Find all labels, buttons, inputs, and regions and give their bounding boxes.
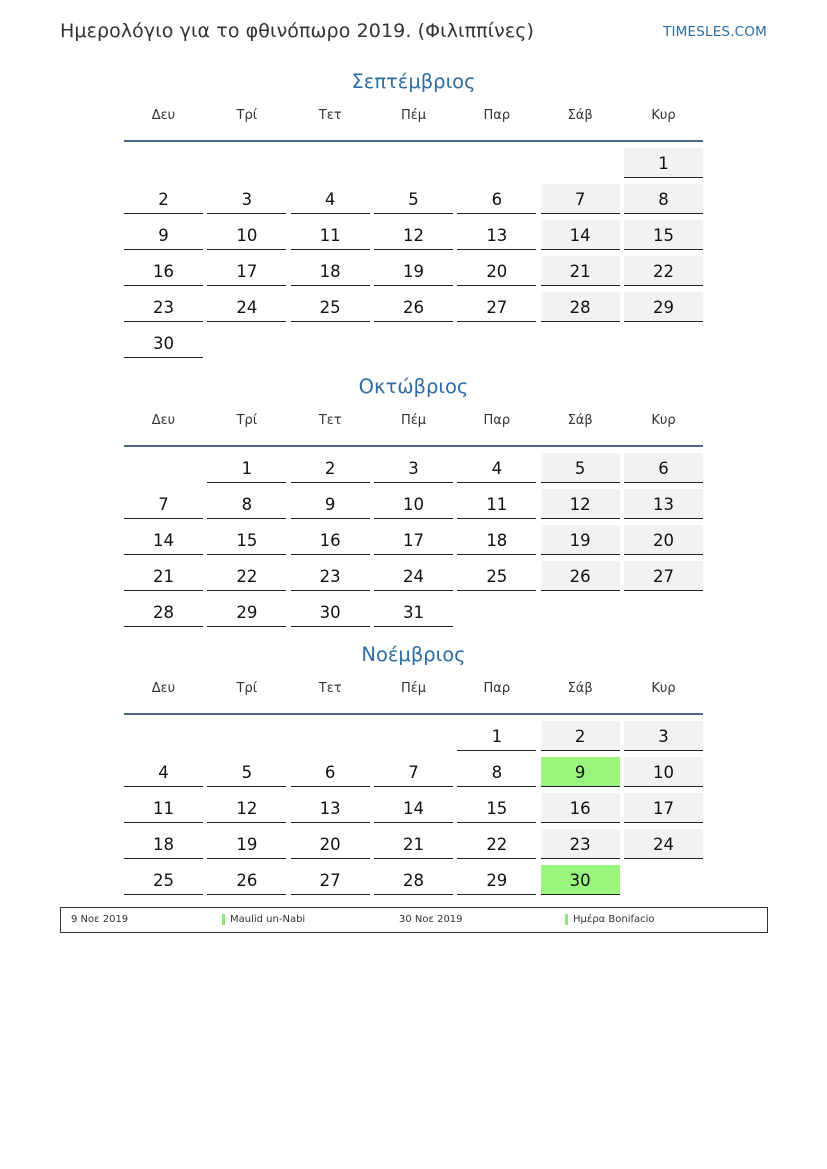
weekday-header	[124, 679, 703, 715]
day-cell[interactable]: 19	[374, 256, 453, 286]
weekday-label: Τρί	[236, 413, 258, 428]
day-cell[interactable]: 21	[374, 829, 453, 859]
day-cell[interactable]: 16	[124, 256, 203, 286]
day-cell[interactable]: 16	[291, 525, 370, 555]
weekday-label: Τετ	[318, 108, 342, 123]
day-cell[interactable]: 30	[291, 597, 370, 627]
day-cell[interactable]: 16	[541, 793, 620, 823]
day-cell[interactable]: 6	[624, 453, 703, 483]
day-cell[interactable]: 5	[541, 453, 620, 483]
day-cell[interactable]: 22	[457, 829, 536, 859]
day-cell[interactable]: 2	[541, 721, 620, 751]
day-cell[interactable]: 21	[541, 256, 620, 286]
month-title: Σεπτέμβριος	[351, 70, 476, 93]
weekday-label: Παρ	[483, 413, 511, 428]
day-cell[interactable]: 13	[291, 793, 370, 823]
empty-cell	[124, 721, 203, 751]
month-block	[124, 641, 703, 901]
empty-cell	[291, 721, 370, 751]
day-grid	[124, 148, 703, 364]
weekday-label: Παρ	[483, 108, 511, 123]
day-cell[interactable]: 23	[124, 292, 203, 322]
day-cell[interactable]: 26	[207, 865, 286, 895]
day-cell[interactable]: 23	[541, 829, 620, 859]
day-cell[interactable]: 14	[124, 525, 203, 555]
empty-cell	[207, 148, 286, 178]
day-cell[interactable]: 10	[624, 757, 703, 787]
day-cell[interactable]: 3	[624, 721, 703, 751]
day-cell[interactable]: 4	[457, 453, 536, 483]
day-cell[interactable]: 28	[124, 597, 203, 627]
day-cell[interactable]: 8	[457, 757, 536, 787]
day-cell[interactable]: 4	[291, 184, 370, 214]
day-cell[interactable]: 8	[624, 184, 703, 214]
day-cell[interactable]: 26	[541, 561, 620, 591]
day-cell[interactable]: 30	[124, 328, 203, 358]
day-cell[interactable]: 9	[291, 489, 370, 519]
weekday-label: Τετ	[318, 413, 342, 428]
day-cell[interactable]: 27	[457, 292, 536, 322]
weekday-header	[124, 411, 703, 447]
empty-cell	[457, 597, 536, 627]
day-cell[interactable]: 22	[207, 561, 286, 591]
day-cell[interactable]: 7	[124, 489, 203, 519]
weekday-label: Τρί	[236, 681, 258, 696]
day-cell[interactable]: 6	[291, 757, 370, 787]
day-cell[interactable]: 18	[457, 525, 536, 555]
empty-cell	[124, 453, 203, 483]
weekday-label: Σάβ	[567, 413, 593, 428]
weekday-label: Πέμ	[400, 108, 427, 123]
day-grid	[124, 453, 703, 633]
empty-cell	[541, 328, 620, 358]
day-cell[interactable]: 27	[291, 865, 370, 895]
day-cell[interactable]: 19	[541, 525, 620, 555]
empty-cell	[457, 148, 536, 178]
day-cell[interactable]: 13	[624, 489, 703, 519]
week-row	[124, 561, 703, 597]
day-cell[interactable]: 7	[541, 184, 620, 214]
day-cell[interactable]: 25	[124, 865, 203, 895]
day-cell[interactable]: 29	[207, 597, 286, 627]
legend-marker	[222, 914, 225, 925]
empty-cell	[541, 597, 620, 627]
day-cell[interactable]: 20	[291, 829, 370, 859]
day-cell[interactable]: 31	[374, 597, 453, 627]
legend-holiday-name: Ημέρα Bonifacio	[573, 914, 655, 925]
legend-holiday-name: Maulid un-Nabi	[230, 914, 306, 925]
month-title: Οκτώβριος	[358, 375, 469, 398]
day-cell[interactable]: 12	[207, 793, 286, 823]
week-row	[124, 328, 703, 364]
day-cell[interactable]: 19	[207, 829, 286, 859]
day-cell[interactable]: 4	[124, 757, 203, 787]
weekday-label: Τετ	[318, 681, 342, 696]
week-row	[124, 256, 703, 292]
day-cell[interactable]: 18	[291, 256, 370, 286]
day-cell[interactable]: 22	[624, 256, 703, 286]
empty-cell	[124, 148, 203, 178]
day-cell[interactable]: 15	[457, 793, 536, 823]
day-cell[interactable]: 12	[541, 489, 620, 519]
week-row	[124, 865, 703, 901]
empty-cell	[207, 328, 286, 358]
week-row	[124, 525, 703, 561]
week-row	[124, 829, 703, 865]
day-cell[interactable]: 14	[541, 220, 620, 250]
week-row	[124, 721, 703, 757]
day-cell[interactable]: 6	[457, 184, 536, 214]
weekday-label: Δευ	[151, 413, 176, 428]
empty-cell	[291, 328, 370, 358]
day-cell[interactable]: 17	[624, 793, 703, 823]
week-row	[124, 793, 703, 829]
day-cell[interactable]: 24	[624, 829, 703, 859]
weekday-label: Σάβ	[567, 108, 593, 123]
empty-cell	[374, 721, 453, 751]
day-cell[interactable]: 9	[124, 220, 203, 250]
day-cell[interactable]: 11	[124, 793, 203, 823]
empty-cell	[374, 148, 453, 178]
week-row	[124, 292, 703, 328]
empty-cell	[291, 148, 370, 178]
day-cell[interactable]: 9	[541, 757, 620, 787]
day-cell[interactable]: 24	[207, 292, 286, 322]
day-cell[interactable]: 3	[374, 453, 453, 483]
weekday-label: Πέμ	[400, 681, 427, 696]
day-cell[interactable]: 1	[457, 721, 536, 751]
day-cell[interactable]: 25	[457, 561, 536, 591]
weekday-label: Παρ	[483, 681, 511, 696]
day-cell[interactable]: 14	[374, 793, 453, 823]
day-cell[interactable]: 5	[207, 757, 286, 787]
site-link[interactable]: TIMESLES.COM	[663, 24, 767, 40]
day-cell[interactable]: 15	[207, 525, 286, 555]
weekday-label: Σάβ	[567, 681, 593, 696]
week-row	[124, 184, 703, 220]
day-cell[interactable]: 17	[374, 525, 453, 555]
empty-cell	[374, 328, 453, 358]
day-grid	[124, 721, 703, 901]
day-cell[interactable]: 21	[124, 561, 203, 591]
day-cell[interactable]: 25	[291, 292, 370, 322]
day-cell[interactable]: 20	[457, 256, 536, 286]
week-row	[124, 597, 703, 633]
weekday-label: Κυρ	[651, 681, 676, 696]
empty-cell	[624, 865, 703, 895]
day-cell[interactable]: 11	[457, 489, 536, 519]
legend-date: 9 Νοε 2019	[71, 914, 129, 925]
day-cell[interactable]: 7	[374, 757, 453, 787]
day-cell[interactable]: 13	[457, 220, 536, 250]
day-cell[interactable]: 12	[374, 220, 453, 250]
page-title: Ημερολόγιο για το φθινόπωρο 2019. (Φιλιππίνες)	[60, 20, 535, 42]
week-row	[124, 453, 703, 489]
day-cell[interactable]: 2	[291, 453, 370, 483]
day-cell[interactable]: 5	[374, 184, 453, 214]
weekday-label: Κυρ	[651, 108, 676, 123]
day-cell[interactable]: 28	[374, 865, 453, 895]
day-cell[interactable]: 3	[207, 184, 286, 214]
week-row	[124, 489, 703, 525]
weekday-label: Πέμ	[400, 413, 427, 428]
day-cell[interactable]: 29	[624, 292, 703, 322]
week-row	[124, 148, 703, 184]
empty-cell	[457, 328, 536, 358]
day-cell[interactable]: 17	[207, 256, 286, 286]
day-cell[interactable]: 11	[291, 220, 370, 250]
day-cell[interactable]: 27	[624, 561, 703, 591]
week-row	[124, 757, 703, 793]
day-cell[interactable]: 8	[207, 489, 286, 519]
day-cell[interactable]: 10	[207, 220, 286, 250]
legend-date: 30 Νοε 2019	[399, 914, 463, 925]
weekday-header	[124, 106, 703, 142]
day-cell[interactable]: 18	[124, 829, 203, 859]
weekday-label: Τρί	[236, 108, 258, 123]
empty-cell	[207, 721, 286, 751]
weekday-label: Δευ	[151, 108, 176, 123]
day-cell[interactable]: 29	[457, 865, 536, 895]
empty-cell	[541, 148, 620, 178]
week-row	[124, 220, 703, 256]
weekday-label: Δευ	[151, 681, 176, 696]
day-cell[interactable]: 1	[624, 148, 703, 178]
month-block	[124, 373, 703, 633]
legend-marker	[565, 914, 568, 925]
day-cell[interactable]: 2	[124, 184, 203, 214]
day-cell[interactable]: 24	[374, 561, 453, 591]
month-title: Νοέμβριος	[361, 643, 466, 666]
day-cell[interactable]: 10	[374, 489, 453, 519]
day-cell[interactable]: 30	[541, 865, 620, 895]
month-block	[124, 68, 703, 364]
day-cell[interactable]: 1	[207, 453, 286, 483]
empty-cell	[624, 597, 703, 627]
empty-cell	[624, 328, 703, 358]
day-cell[interactable]: 26	[374, 292, 453, 322]
day-cell[interactable]: 23	[291, 561, 370, 591]
holiday-legend	[60, 907, 768, 933]
day-cell[interactable]: 28	[541, 292, 620, 322]
day-cell[interactable]: 20	[624, 525, 703, 555]
weekday-label: Κυρ	[651, 413, 676, 428]
day-cell[interactable]: 15	[624, 220, 703, 250]
